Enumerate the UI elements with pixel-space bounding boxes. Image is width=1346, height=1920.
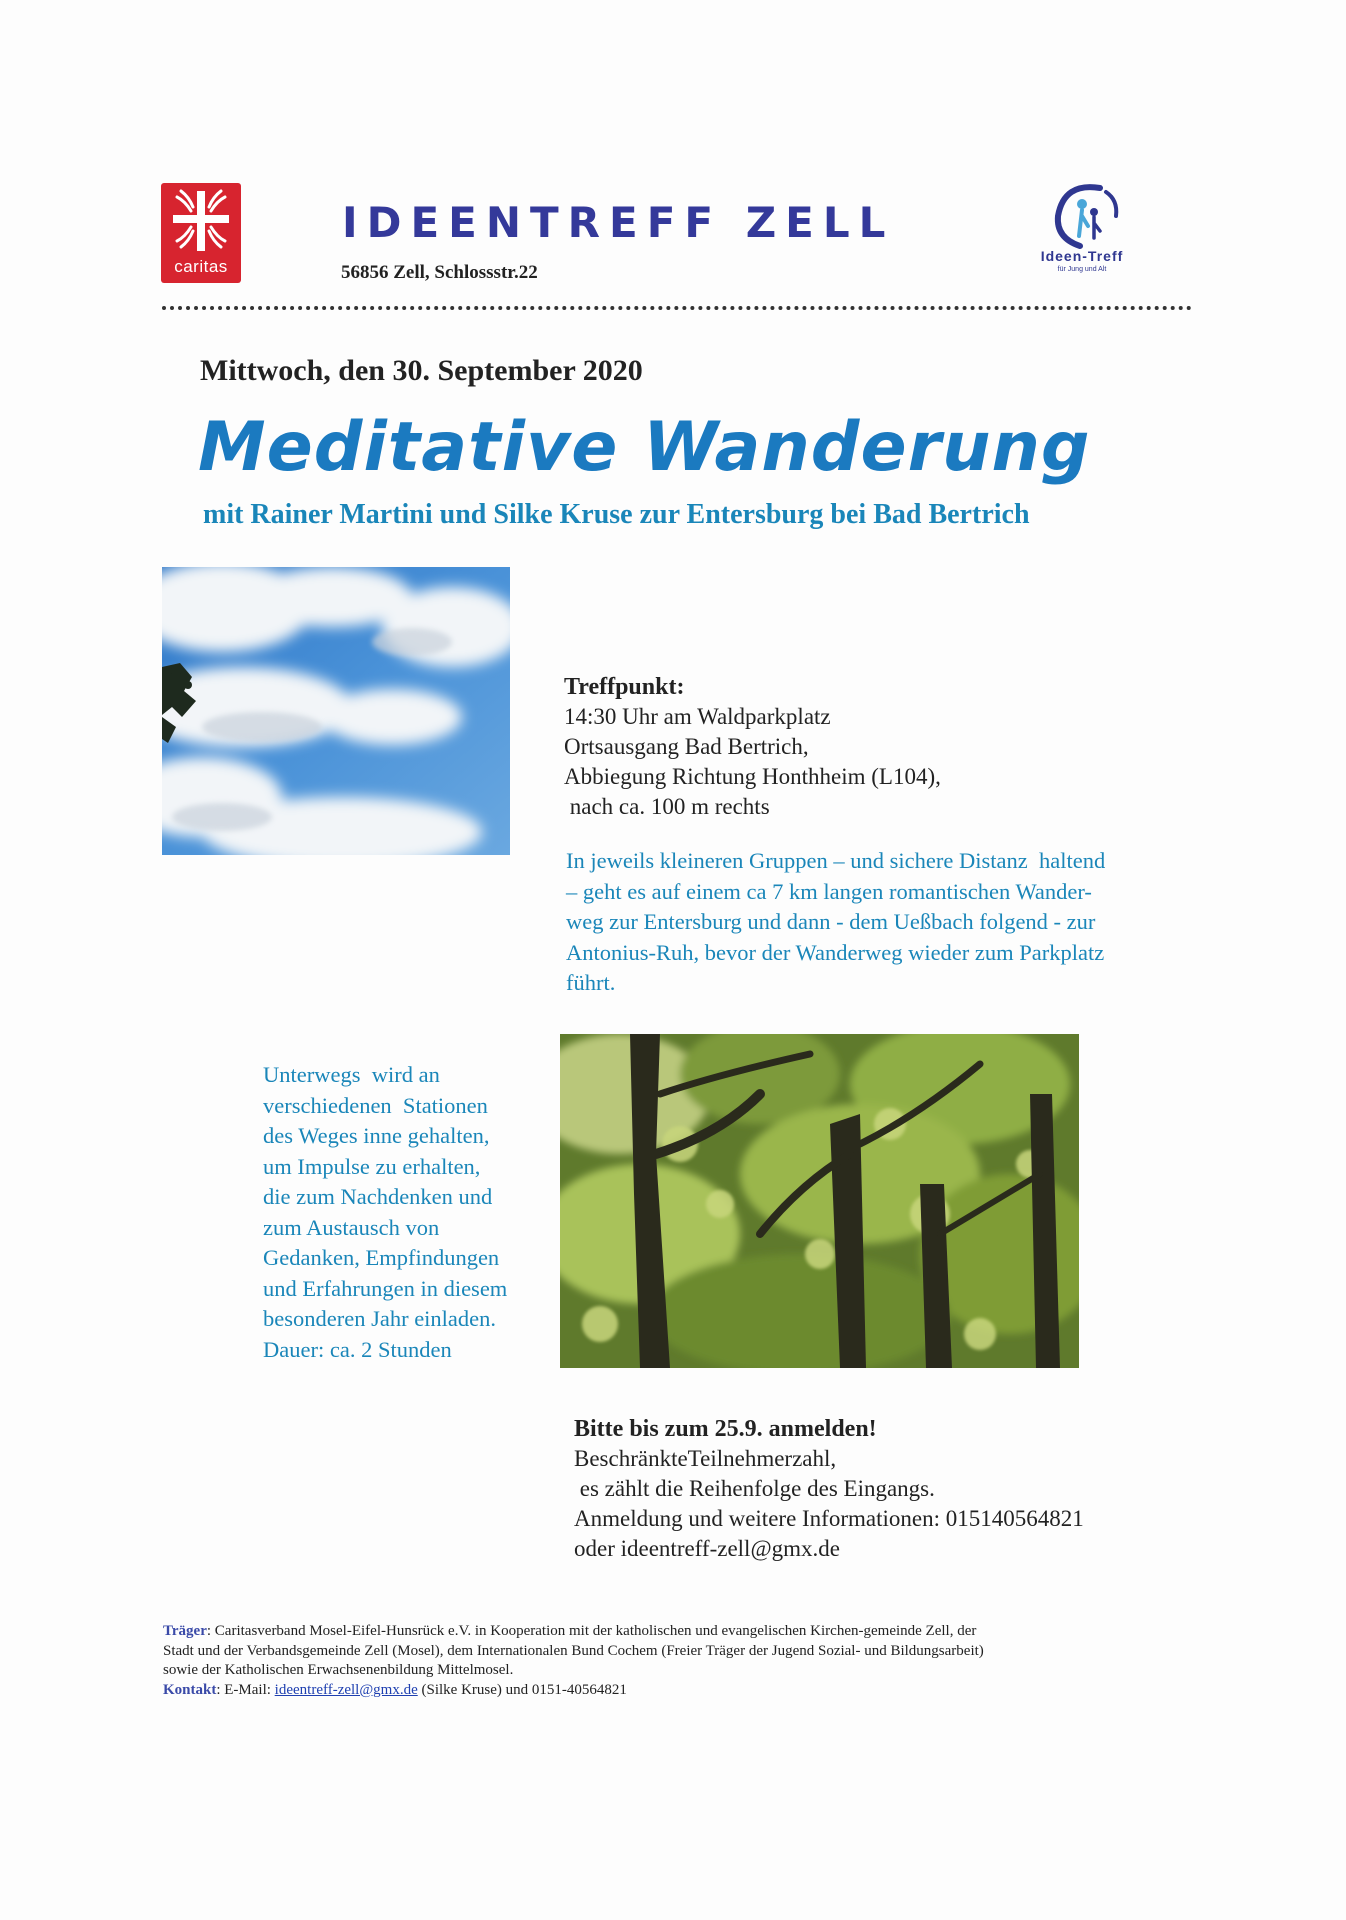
sky-clouds-photo (162, 567, 510, 855)
footer (163, 1622, 1193, 1700)
ideentreff-logo-text: Ideen-Treff (1040, 248, 1124, 264)
stations-line: Unterwegs wird an (263, 1062, 440, 1087)
forest-trees-photo (560, 1034, 1079, 1368)
meeting-point-block (564, 672, 941, 822)
route-line: – geht es auf einem ca 7 km langen romantischen Wander- (566, 878, 1092, 904)
meeting-point-line: 14:30 Uhr am Waldparkplatz (564, 704, 831, 729)
traeger-text: : Caritasverband Mosel-Eifel-Hunsrück e.V. in Kooperation mit der katholischen und evangelischen Kirchen-gemeinde Zell, der (206, 1623, 977, 1639)
event-title: Meditative Wanderung (198, 408, 1091, 487)
kontakt-suffix: (Silke Kruse) und 0151-40564821 (417, 1681, 627, 1698)
stations-line: um Impulse zu erhalten, (263, 1153, 481, 1179)
registration-line: es zählt die Reihenfolge des Eingangs. (574, 1476, 935, 1501)
route-line: weg zur Entersburg und dann - dem Ueßbach folgend - zur (566, 909, 1096, 934)
traeger-label: Träger (163, 1623, 207, 1639)
route-line: Antonius-Ruh, bevor der Wanderweg wieder zum Parkplatz (566, 939, 1105, 965)
kontakt-email-link[interactable]: ideentreff-zell@gmx.de (274, 1681, 418, 1698)
route-description (566, 846, 1105, 999)
footer-traeger-line: sowie der Katholischen Erwachsenenbildung Mittelmosel. (163, 1662, 514, 1678)
ideentreff-logo-subtext: für Jung und Alt (1057, 266, 1107, 273)
footer-traeger-line: Stadt und der Verbandsgemeinde Zell (Mosel), dem Internationalen Bund Cochem (Freier Träger der Jugend Sozial- und Bildungsarbeit) (163, 1642, 984, 1659)
stations-line: und Erfahrungen in diesem (263, 1275, 508, 1301)
kontakt-label: Kontakt (163, 1681, 217, 1698)
registration-line: BeschränkteTeilnehmerzahl, (574, 1446, 837, 1471)
stations-line: Dauer: ca. 2 Stunden (263, 1336, 452, 1362)
stations-line: verschiedenen Stationen (263, 1092, 488, 1118)
stations-line: des Weges inne gehalten, (263, 1123, 490, 1148)
organization-address: 56856 Zell, Schlossstr.22 (341, 262, 538, 283)
stations-description (263, 1060, 507, 1365)
stations-line: besonderen Jahr einladen. (263, 1306, 497, 1331)
event-date: Mittwoch, den 30. September 2020 (200, 354, 643, 387)
meeting-point-line: Abbiegung Richtung Honthheim (L104), (564, 764, 941, 789)
registration-label: Bitte bis zum 25.9. anmelden! (574, 1416, 877, 1442)
footer-kontakt-line (163, 1681, 1193, 1701)
caritas-label: caritas (174, 257, 228, 276)
stations-line: die zum Nachdenken und (263, 1184, 493, 1209)
meeting-point-line: nach ca. 100 m rechts (564, 794, 770, 819)
ideentreff-logo (1022, 176, 1142, 286)
header-divider (162, 306, 1192, 310)
event-subtitle: mit Rainer Martini und Silke Kruse zur Entersburg bei Bad Bertrich (203, 499, 1030, 530)
meeting-point-label: Treffpunkt: (564, 674, 685, 700)
footer-traeger-line (163, 1622, 1193, 1642)
route-line: In jeweils kleineren Gruppen – und sichere Distanz haltend (566, 848, 1106, 873)
route-line: führt. (566, 970, 616, 995)
registration-line: Anmeldung und weitere Informationen: 015140564821 (574, 1506, 1084, 1531)
registration-line: oder ideentreff-zell@gmx.de (574, 1536, 840, 1561)
meeting-point-line: Ortsausgang Bad Bertrich, (564, 734, 809, 759)
kontakt-prefix: : E-Mail: (216, 1681, 275, 1698)
stations-line: zum Austausch von (263, 1214, 440, 1240)
stations-line: Gedanken, Empfindungen (263, 1245, 500, 1270)
registration-block (574, 1414, 1084, 1564)
caritas-logo (161, 183, 241, 283)
organization-title: IDEENTREFF ZELL (342, 198, 895, 247)
